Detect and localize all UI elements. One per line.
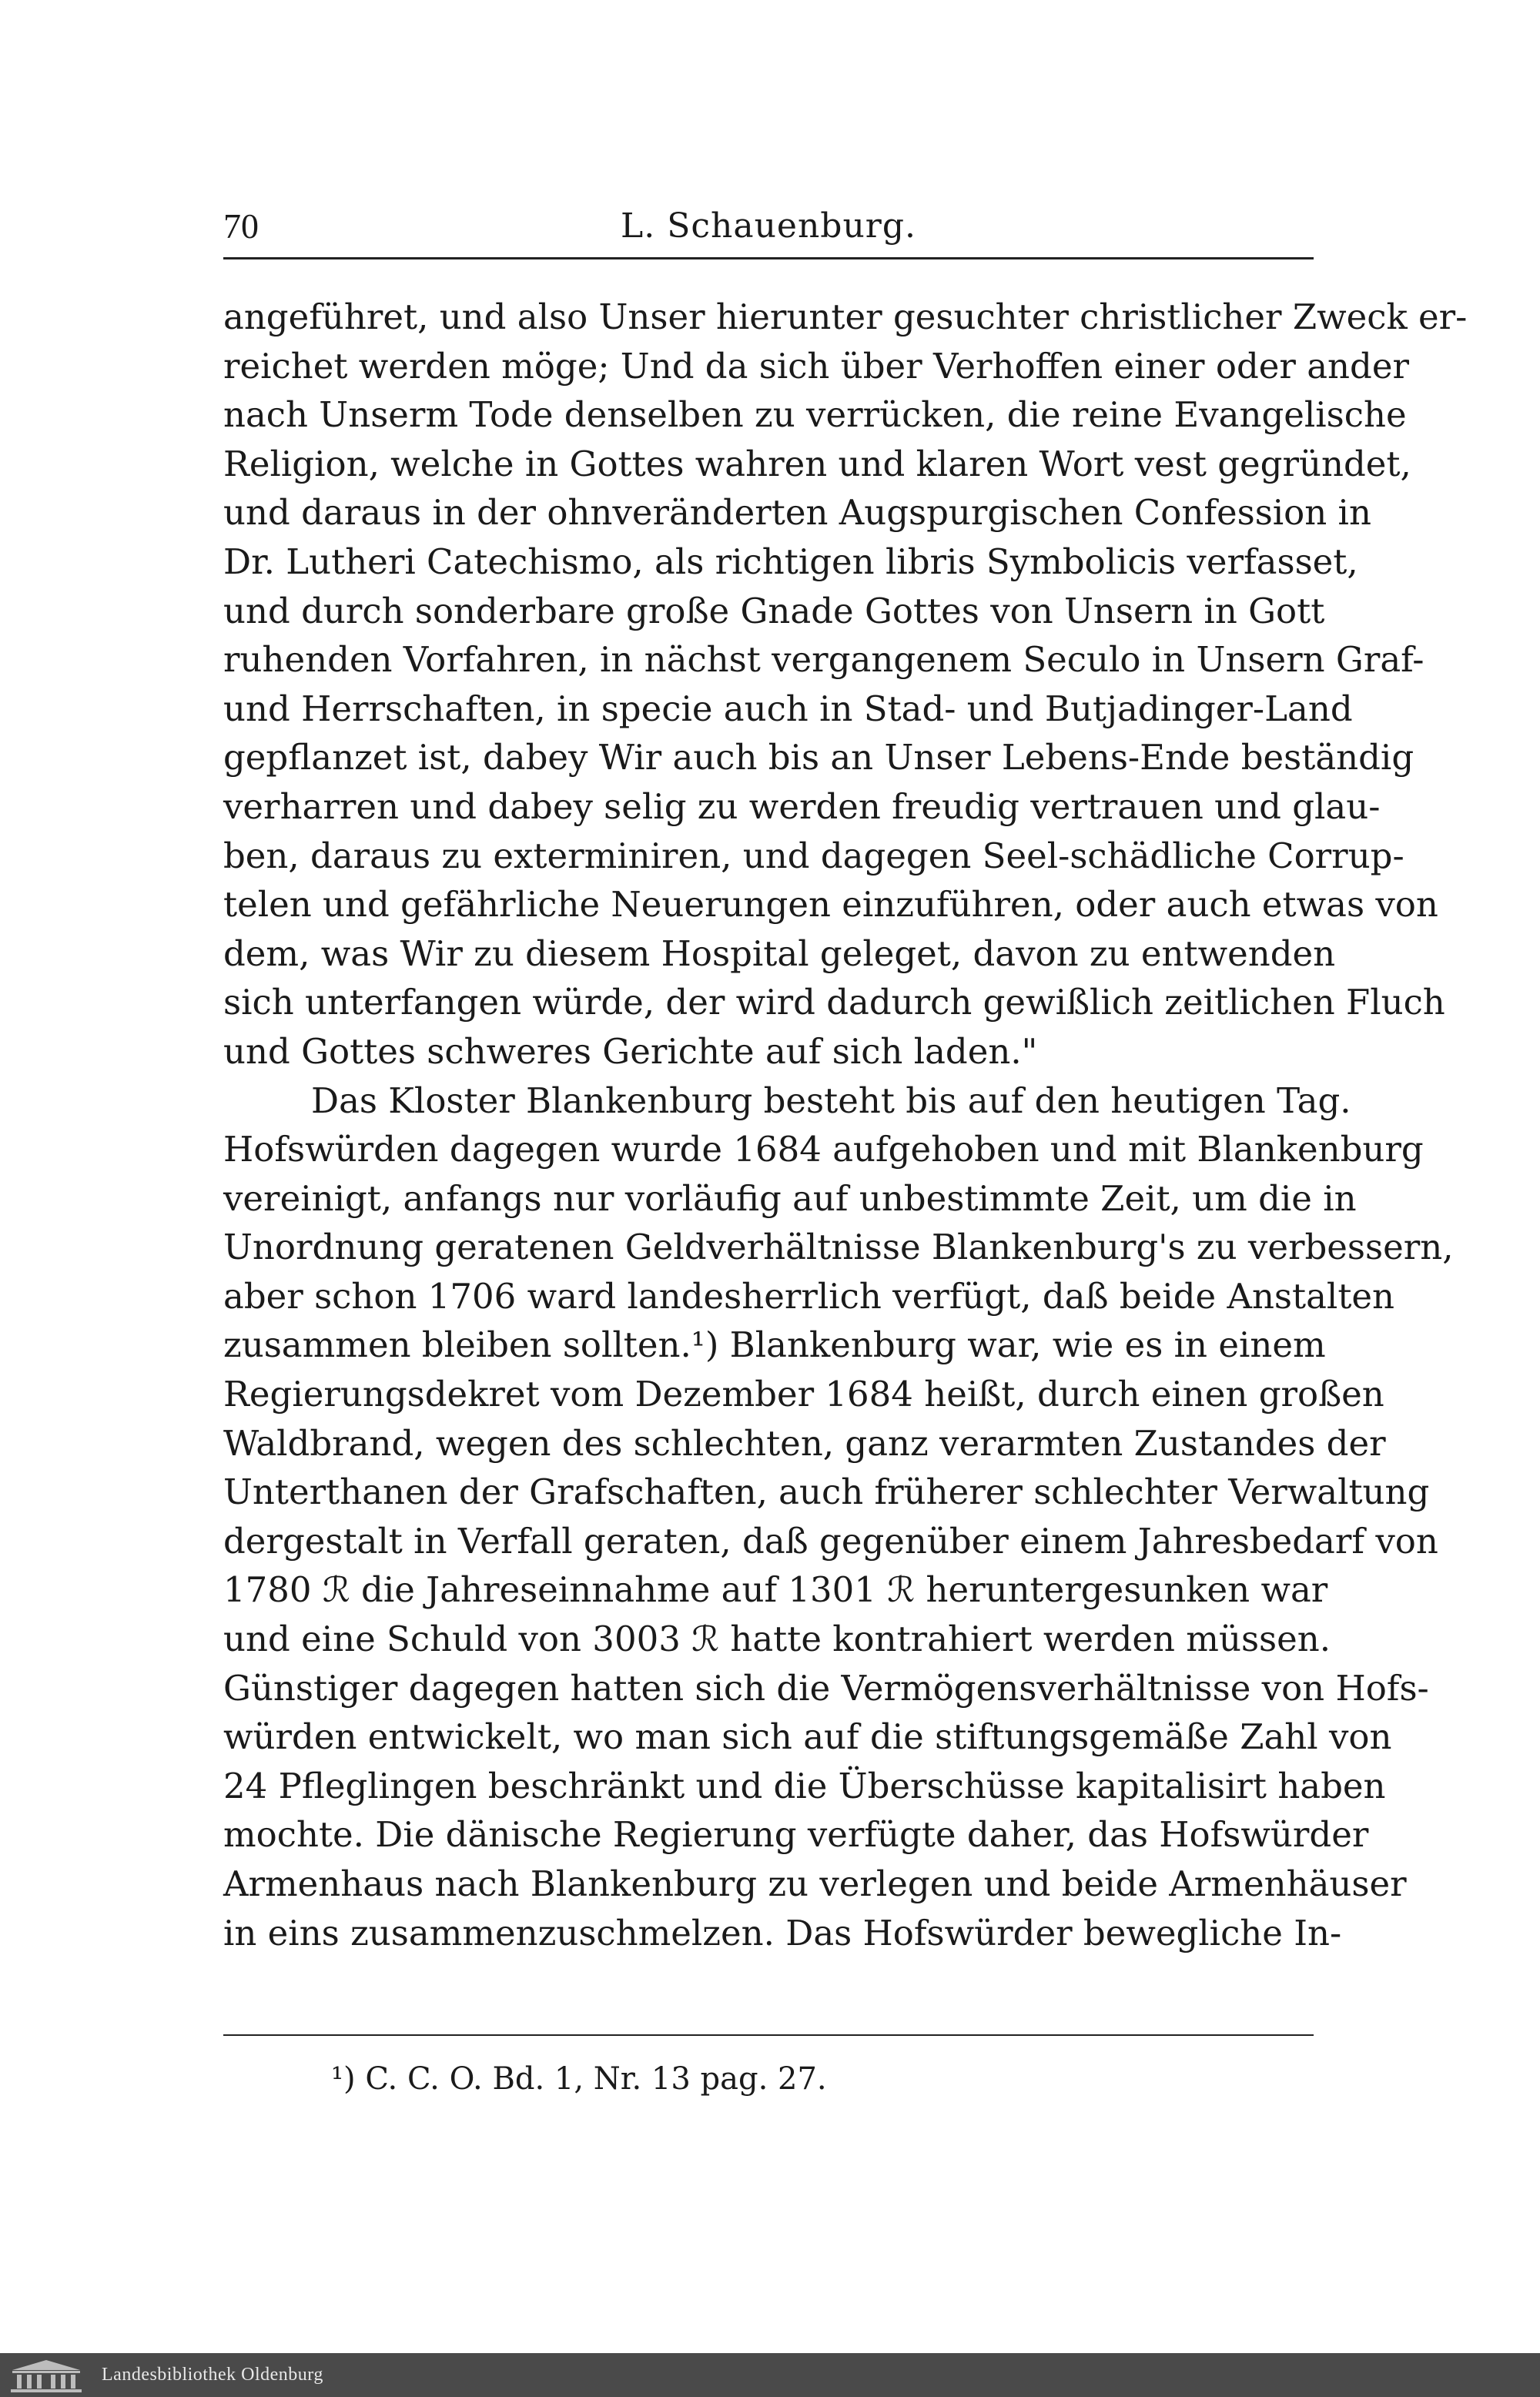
text-line: gepflanzet ist, dabey Wir auch bis an Unser Lebens-Ende beständig [223, 737, 1414, 778]
body-text [223, 293, 1468, 1957]
text-line: Dr. Lutheri Catechismo, als richtigen libris Symbolicis verfasset, [223, 541, 1358, 582]
text-line: in eins zusammenzuschmelzen. Das Hofswürder bewegliche In- [223, 1912, 1342, 1953]
page-header [223, 202, 1314, 251]
text-line: Das Kloster Blankenburg besteht bis auf den heutigen Tag. [311, 1080, 1351, 1121]
text-line: Armenhaus nach Blankenburg zu verlegen und beide Armenhäuser [223, 1863, 1407, 1904]
text-line: zusammen bleiben sollten.¹) Blankenburg war, wie es in einem [223, 1324, 1326, 1366]
text-line: und durch sonderbare große Gnade Gottes von Unsern in Gott [223, 590, 1325, 631]
text-line: Regierungsdekret vom Dezember 1684 heißt, durch einen großen [223, 1374, 1384, 1415]
text-line: 24 Pfleglingen beschränkt und die Überschüsse kapitalisirt haben [223, 1765, 1386, 1806]
text-line: Religion, welche in Gottes wahren und klaren Wort vest gegründet, [223, 443, 1411, 484]
footnote-rule [223, 2034, 1314, 2036]
text-line: Waldbrand, wegen des schlechten, ganz verarmten Zustandes der [223, 1422, 1386, 1464]
text-line: ruhenden Vorfahren, in nächst vergangenem Seculo in Unsern Graf- [223, 639, 1424, 681]
text-line: dergestalt in Verfall geraten, daß gegenüber einem Jahresbedarf von [223, 1520, 1438, 1562]
text-line: aber schon 1706 ward landesherrlich verfügt, daß beide Anstalten [223, 1275, 1395, 1317]
text-line: 1780 ℛ die Jahreseinnahme auf 1301 ℛ heruntergesunken war [223, 1569, 1328, 1611]
text-line: reichet werden möge; Und da sich über Verhoffen einer oder ander [223, 345, 1409, 387]
library-footer [0, 2353, 1540, 2397]
text-line: dem, was Wir zu diesem Hospital geleget, davon zu entwenden [223, 932, 1336, 974]
text-line: angeführet, und also Unser hierunter gesuchter christlicher Zweck er- [223, 296, 1468, 337]
text-line: verharren und dabey selig zu werden freudig vertrauen und glau- [223, 785, 1381, 827]
text-line: Unterthanen der Grafschaften, auch früherer schlechter Verwaltung [223, 1471, 1430, 1513]
text-line: und Gottes schweres Gerichte auf sich laden." [223, 1030, 1038, 1072]
text-line: vereinigt, anfangs nur vorläufig auf unbestimmte Zeit, um die in [223, 1177, 1357, 1219]
text-line: ben, daraus zu exterminiren, und dagegen Seel-schädliche Corrup- [223, 835, 1404, 876]
text-line: Günstiger dagegen hatten sich die Vermögensverhältnisse von Hofs- [223, 1667, 1429, 1709]
text-line: und daraus in der ohnveränderten Augspurgischen Confession in [223, 492, 1371, 534]
header-rule [223, 257, 1314, 259]
running-head: L. Schauenburg. [621, 206, 916, 246]
text-line: mochte. Die dänische Regierung verfügte daher, das Hofswürder [223, 1814, 1369, 1856]
text-line: telen und gefährliche Neuerungen einzuführen, oder auch etwas von [223, 884, 1438, 926]
footnote: ¹) C. C. O. Bd. 1, Nr. 13 pag. 27. [331, 2061, 827, 2097]
text-line: Hofswürden dagegen wurde 1684 aufgehoben und mit Blankenburg [223, 1129, 1424, 1170]
library-name: Landesbibliothek Oldenburg [102, 2365, 323, 2385]
text-line: und eine Schuld von 3003 ℛ hatte kontrahiert werden müssen. [223, 1619, 1331, 1660]
text-line: und Herrschaften, in specie auch in Stad- und Butjadinger-Land [223, 688, 1353, 729]
library-building-icon [6, 2358, 86, 2393]
text-line: Unordnung geratenen Geldverhältnisse Blankenburg's zu verbessern, [223, 1227, 1454, 1268]
page-number: 70 [223, 206, 259, 246]
text-line: nach Unserm Tode denselben zu verrücken, die reine Evangelische [223, 394, 1407, 436]
text-line: sich unterfangen würde, der wird dadurch gewißlich zeitlichen Fluch [223, 982, 1445, 1023]
text-line: würden entwickelt, wo man sich auf die stiftungsgemäße Zahl von [223, 1716, 1392, 1758]
